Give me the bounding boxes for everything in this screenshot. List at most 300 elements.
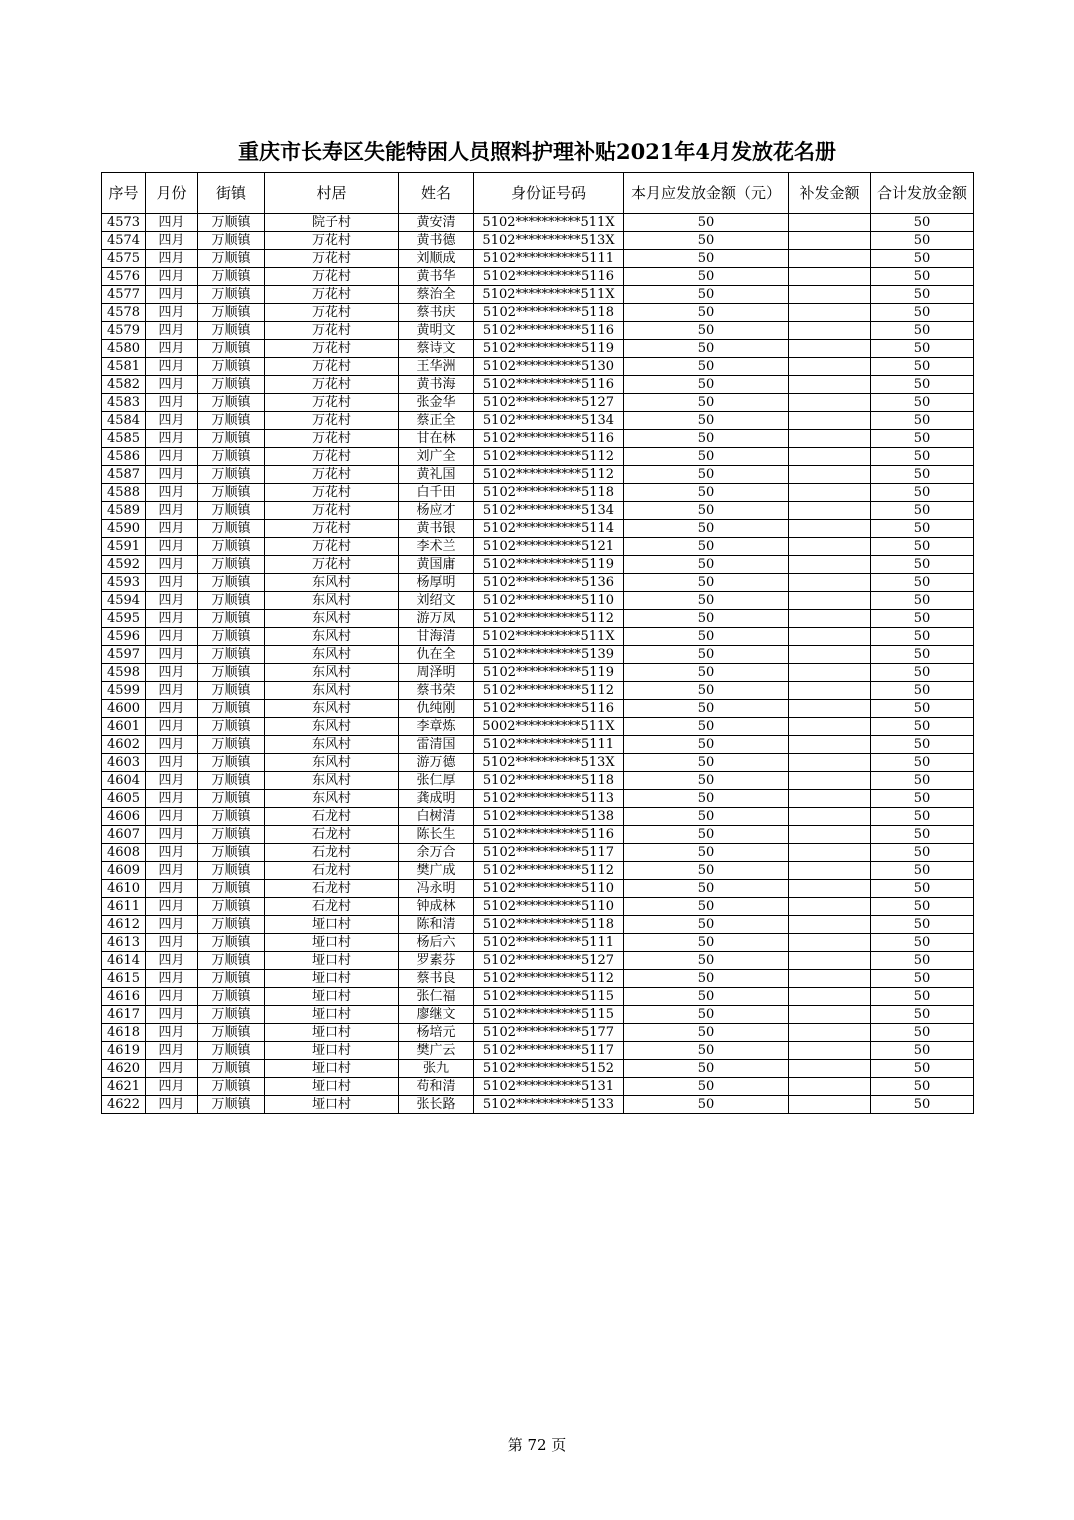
total-amount-cell: 50: [871, 268, 974, 286]
id-number-cell: 5102**********511X: [474, 628, 624, 646]
name-cell: 龚成明: [399, 790, 474, 808]
village-cell: 垭口村: [265, 1042, 399, 1060]
town-cell: 万顺镇: [198, 916, 265, 934]
village-cell: 东风村: [265, 700, 399, 718]
name-cell: 张金华: [399, 394, 474, 412]
name-cell: 冯永明: [399, 880, 474, 898]
seq-cell: 4616: [102, 988, 146, 1006]
town-cell: 万顺镇: [198, 1042, 265, 1060]
total-amount-cell: 50: [871, 790, 974, 808]
month-cell: 四月: [146, 430, 198, 448]
total-amount-cell: 50: [871, 394, 974, 412]
total-amount-cell: 50: [871, 718, 974, 736]
back-pay-cell: [789, 574, 871, 592]
village-cell: 石龙村: [265, 898, 399, 916]
id-number-cell: 5102**********5131: [474, 1078, 624, 1096]
monthly-amount-cell: 50: [624, 844, 789, 862]
name-cell: 樊广云: [399, 1042, 474, 1060]
village-cell: 万花村: [265, 322, 399, 340]
town-cell: 万顺镇: [198, 358, 265, 376]
table-row: [102, 430, 974, 448]
village-cell: 石龙村: [265, 844, 399, 862]
table-row: [102, 412, 974, 430]
name-cell: 雷清国: [399, 736, 474, 754]
seq-cell: 4587: [102, 466, 146, 484]
village-cell: 万花村: [265, 520, 399, 538]
back-pay-cell: [789, 1060, 871, 1078]
back-pay-cell: [789, 376, 871, 394]
month-cell: 四月: [146, 304, 198, 322]
monthly-amount-cell: 50: [624, 322, 789, 340]
monthly-amount-cell: 50: [624, 214, 789, 232]
back-pay-cell: [789, 394, 871, 412]
monthly-amount-cell: 50: [624, 736, 789, 754]
monthly-amount-cell: 50: [624, 484, 789, 502]
town-cell: 万顺镇: [198, 736, 265, 754]
table-header-row: [102, 173, 974, 214]
monthly-amount-cell: 50: [624, 1060, 789, 1078]
name-cell: 仇纯刚: [399, 700, 474, 718]
seq-cell: 4603: [102, 754, 146, 772]
month-cell: 四月: [146, 556, 198, 574]
monthly-amount-cell: 50: [624, 610, 789, 628]
month-cell: 四月: [146, 628, 198, 646]
header-name: 姓名: [399, 173, 474, 214]
id-number-cell: 5102**********5136: [474, 574, 624, 592]
back-pay-cell: [789, 790, 871, 808]
total-amount-cell: 50: [871, 1024, 974, 1042]
monthly-amount-cell: 50: [624, 574, 789, 592]
name-cell: 蔡书荣: [399, 682, 474, 700]
back-pay-cell: [789, 646, 871, 664]
name-cell: 黄安清: [399, 214, 474, 232]
id-number-cell: 5102**********5114: [474, 520, 624, 538]
monthly-amount-cell: 50: [624, 628, 789, 646]
village-cell: 垭口村: [265, 1006, 399, 1024]
month-cell: 四月: [146, 664, 198, 682]
id-number-cell: 5102**********5116: [474, 430, 624, 448]
id-number-cell: 5102**********5118: [474, 484, 624, 502]
seq-cell: 4609: [102, 862, 146, 880]
monthly-amount-cell: 50: [624, 1024, 789, 1042]
table-row: [102, 1006, 974, 1024]
month-cell: 四月: [146, 934, 198, 952]
name-cell: 张仁福: [399, 988, 474, 1006]
id-number-cell: 5002**********511X: [474, 718, 624, 736]
seq-cell: 4599: [102, 682, 146, 700]
total-amount-cell: 50: [871, 898, 974, 916]
name-cell: 钟成林: [399, 898, 474, 916]
id-number-cell: 5102**********5110: [474, 592, 624, 610]
seq-cell: 4584: [102, 412, 146, 430]
town-cell: 万顺镇: [198, 250, 265, 268]
name-cell: 白千田: [399, 484, 474, 502]
monthly-amount-cell: 50: [624, 430, 789, 448]
village-cell: 东风村: [265, 790, 399, 808]
table-row: [102, 952, 974, 970]
monthly-amount-cell: 50: [624, 340, 789, 358]
town-cell: 万顺镇: [198, 718, 265, 736]
seq-cell: 4592: [102, 556, 146, 574]
id-number-cell: 5102**********5115: [474, 988, 624, 1006]
id-number-cell: 5102**********513X: [474, 232, 624, 250]
village-cell: 东风村: [265, 664, 399, 682]
month-cell: 四月: [146, 1006, 198, 1024]
id-number-cell: 5102**********5116: [474, 268, 624, 286]
monthly-amount-cell: 50: [624, 970, 789, 988]
id-number-cell: 5102**********5127: [474, 394, 624, 412]
name-cell: 周泽明: [399, 664, 474, 682]
table-row: [102, 520, 974, 538]
back-pay-cell: [789, 502, 871, 520]
seq-cell: 4607: [102, 826, 146, 844]
total-amount-cell: 50: [871, 1078, 974, 1096]
seq-cell: 4590: [102, 520, 146, 538]
table-row: [102, 394, 974, 412]
name-cell: 白树清: [399, 808, 474, 826]
table-row: [102, 304, 974, 322]
table-row: [102, 1096, 974, 1114]
back-pay-cell: [789, 628, 871, 646]
header-town: 街镇: [198, 173, 265, 214]
seq-cell: 4574: [102, 232, 146, 250]
town-cell: 万顺镇: [198, 646, 265, 664]
village-cell: 万花村: [265, 358, 399, 376]
town-cell: 万顺镇: [198, 610, 265, 628]
village-cell: 东风村: [265, 736, 399, 754]
month-cell: 四月: [146, 700, 198, 718]
back-pay-cell: [789, 466, 871, 484]
town-cell: 万顺镇: [198, 1024, 265, 1042]
id-number-cell: 5102**********5121: [474, 538, 624, 556]
seq-cell: 4604: [102, 772, 146, 790]
month-cell: 四月: [146, 1042, 198, 1060]
name-cell: 刘绍文: [399, 592, 474, 610]
seq-cell: 4608: [102, 844, 146, 862]
month-cell: 四月: [146, 340, 198, 358]
back-pay-cell: [789, 610, 871, 628]
id-number-cell: 5102**********5134: [474, 412, 624, 430]
month-cell: 四月: [146, 412, 198, 430]
back-pay-cell: [789, 250, 871, 268]
total-amount-cell: 50: [871, 934, 974, 952]
month-cell: 四月: [146, 754, 198, 772]
total-amount-cell: 50: [871, 304, 974, 322]
total-amount-cell: 50: [871, 574, 974, 592]
header-monthly-amount: 本月应发放金额（元）: [624, 173, 789, 214]
roster-table: [101, 172, 974, 1114]
back-pay-cell: [789, 916, 871, 934]
seq-cell: 4573: [102, 214, 146, 232]
name-cell: 刘顺成: [399, 250, 474, 268]
monthly-amount-cell: 50: [624, 592, 789, 610]
table-row: [102, 772, 974, 790]
back-pay-cell: [789, 934, 871, 952]
name-cell: 李术兰: [399, 538, 474, 556]
id-number-cell: 5102**********5112: [474, 970, 624, 988]
name-cell: 杨厚明: [399, 574, 474, 592]
total-amount-cell: 50: [871, 250, 974, 268]
name-cell: 廖继文: [399, 1006, 474, 1024]
seq-cell: 4581: [102, 358, 146, 376]
back-pay-cell: [789, 520, 871, 538]
village-cell: 垭口村: [265, 1024, 399, 1042]
town-cell: 万顺镇: [198, 592, 265, 610]
seq-cell: 4611: [102, 898, 146, 916]
monthly-amount-cell: 50: [624, 808, 789, 826]
table-row: [102, 988, 974, 1006]
table-row: [102, 1060, 974, 1078]
back-pay-cell: [789, 700, 871, 718]
back-pay-cell: [789, 1096, 871, 1114]
total-amount-cell: 50: [871, 862, 974, 880]
town-cell: 万顺镇: [198, 934, 265, 952]
monthly-amount-cell: 50: [624, 286, 789, 304]
monthly-amount-cell: 50: [624, 358, 789, 376]
village-cell: 石龙村: [265, 826, 399, 844]
total-amount-cell: 50: [871, 682, 974, 700]
village-cell: 石龙村: [265, 808, 399, 826]
seq-cell: 4602: [102, 736, 146, 754]
back-pay-cell: [789, 556, 871, 574]
total-amount-cell: 50: [871, 214, 974, 232]
total-amount-cell: 50: [871, 466, 974, 484]
header-back-pay: 补发金额: [789, 173, 871, 214]
village-cell: 东风村: [265, 646, 399, 664]
village-cell: 万花村: [265, 394, 399, 412]
id-number-cell: 5102**********5111: [474, 250, 624, 268]
town-cell: 万顺镇: [198, 970, 265, 988]
village-cell: 东风村: [265, 574, 399, 592]
total-amount-cell: 50: [871, 538, 974, 556]
seq-cell: 4593: [102, 574, 146, 592]
month-cell: 四月: [146, 826, 198, 844]
id-number-cell: 5102**********5111: [474, 736, 624, 754]
month-cell: 四月: [146, 358, 198, 376]
back-pay-cell: [789, 736, 871, 754]
name-cell: 黄书银: [399, 520, 474, 538]
name-cell: 罗素芬: [399, 952, 474, 970]
monthly-amount-cell: 50: [624, 502, 789, 520]
back-pay-cell: [789, 232, 871, 250]
back-pay-cell: [789, 826, 871, 844]
month-cell: 四月: [146, 808, 198, 826]
back-pay-cell: [789, 448, 871, 466]
village-cell: 万花村: [265, 484, 399, 502]
month-cell: 四月: [146, 1078, 198, 1096]
monthly-amount-cell: 50: [624, 556, 789, 574]
table-row: [102, 736, 974, 754]
name-cell: 蔡治全: [399, 286, 474, 304]
seq-cell: 4619: [102, 1042, 146, 1060]
total-amount-cell: 50: [871, 628, 974, 646]
town-cell: 万顺镇: [198, 214, 265, 232]
name-cell: 杨应才: [399, 502, 474, 520]
town-cell: 万顺镇: [198, 808, 265, 826]
monthly-amount-cell: 50: [624, 1078, 789, 1096]
id-number-cell: 5102**********5152: [474, 1060, 624, 1078]
total-amount-cell: 50: [871, 754, 974, 772]
seq-cell: 4588: [102, 484, 146, 502]
seq-cell: 4580: [102, 340, 146, 358]
id-number-cell: 5102**********5127: [474, 952, 624, 970]
village-cell: 垭口村: [265, 916, 399, 934]
seq-cell: 4613: [102, 934, 146, 952]
table-row: [102, 250, 974, 268]
total-amount-cell: 50: [871, 412, 974, 430]
monthly-amount-cell: 50: [624, 772, 789, 790]
back-pay-cell: [789, 1078, 871, 1096]
total-amount-cell: 50: [871, 736, 974, 754]
table-row: [102, 214, 974, 232]
table-row: [102, 1024, 974, 1042]
town-cell: 万顺镇: [198, 268, 265, 286]
page-title: 重庆市长寿区失能特困人员照料护理补贴2021年4月发放花名册: [237, 139, 837, 164]
seq-cell: 4615: [102, 970, 146, 988]
seq-cell: 4612: [102, 916, 146, 934]
back-pay-cell: [789, 880, 871, 898]
month-cell: 四月: [146, 988, 198, 1006]
monthly-amount-cell: 50: [624, 898, 789, 916]
town-cell: 万顺镇: [198, 754, 265, 772]
village-cell: 东风村: [265, 610, 399, 628]
seq-cell: 4583: [102, 394, 146, 412]
table-row: [102, 322, 974, 340]
town-cell: 万顺镇: [198, 502, 265, 520]
back-pay-cell: [789, 952, 871, 970]
village-cell: 万花村: [265, 538, 399, 556]
month-cell: 四月: [146, 880, 198, 898]
id-number-cell: 5102**********5110: [474, 880, 624, 898]
month-cell: 四月: [146, 484, 198, 502]
monthly-amount-cell: 50: [624, 646, 789, 664]
seq-cell: 4614: [102, 952, 146, 970]
monthly-amount-cell: 50: [624, 862, 789, 880]
seq-cell: 4600: [102, 700, 146, 718]
total-amount-cell: 50: [871, 556, 974, 574]
table-row: [102, 358, 974, 376]
back-pay-cell: [789, 322, 871, 340]
month-cell: 四月: [146, 250, 198, 268]
name-cell: 黄书华: [399, 268, 474, 286]
month-cell: 四月: [146, 862, 198, 880]
table-row: [102, 448, 974, 466]
monthly-amount-cell: 50: [624, 376, 789, 394]
town-cell: 万顺镇: [198, 898, 265, 916]
name-cell: 苟和清: [399, 1078, 474, 1096]
village-cell: 万花村: [265, 376, 399, 394]
id-number-cell: 5102**********5177: [474, 1024, 624, 1042]
name-cell: 张九: [399, 1060, 474, 1078]
town-cell: 万顺镇: [198, 448, 265, 466]
id-number-cell: 5102**********5112: [474, 466, 624, 484]
table-row: [102, 646, 974, 664]
back-pay-cell: [789, 1042, 871, 1060]
back-pay-cell: [789, 304, 871, 322]
total-amount-cell: 50: [871, 520, 974, 538]
village-cell: 东风村: [265, 628, 399, 646]
back-pay-cell: [789, 682, 871, 700]
id-number-cell: 5102**********5117: [474, 1042, 624, 1060]
town-cell: 万顺镇: [198, 484, 265, 502]
name-cell: 杨后六: [399, 934, 474, 952]
name-cell: 甘海清: [399, 628, 474, 646]
month-cell: 四月: [146, 610, 198, 628]
name-cell: 蔡书良: [399, 970, 474, 988]
total-amount-cell: 50: [871, 448, 974, 466]
id-number-cell: 5102**********5138: [474, 808, 624, 826]
header-total-amount: 合计发放金额: [871, 173, 974, 214]
back-pay-cell: [789, 412, 871, 430]
table-row: [102, 880, 974, 898]
town-cell: 万顺镇: [198, 286, 265, 304]
seq-cell: 4610: [102, 880, 146, 898]
village-cell: 石龙村: [265, 862, 399, 880]
table-row: [102, 592, 974, 610]
seq-cell: 4576: [102, 268, 146, 286]
total-amount-cell: 50: [871, 1060, 974, 1078]
monthly-amount-cell: 50: [624, 466, 789, 484]
month-cell: 四月: [146, 322, 198, 340]
monthly-amount-cell: 50: [624, 538, 789, 556]
month-cell: 四月: [146, 268, 198, 286]
total-amount-cell: 50: [871, 826, 974, 844]
village-cell: 石龙村: [265, 880, 399, 898]
total-amount-cell: 50: [871, 952, 974, 970]
total-amount-cell: 50: [871, 502, 974, 520]
total-amount-cell: 50: [871, 970, 974, 988]
total-amount-cell: 50: [871, 700, 974, 718]
monthly-amount-cell: 50: [624, 664, 789, 682]
name-cell: 刘广全: [399, 448, 474, 466]
total-amount-cell: 50: [871, 592, 974, 610]
id-number-cell: 5102**********513X: [474, 754, 624, 772]
id-number-cell: 5102**********5119: [474, 340, 624, 358]
month-cell: 四月: [146, 448, 198, 466]
town-cell: 万顺镇: [198, 430, 265, 448]
table-row: [102, 484, 974, 502]
table-row: [102, 862, 974, 880]
monthly-amount-cell: 50: [624, 790, 789, 808]
id-number-cell: 5102**********5119: [474, 556, 624, 574]
village-cell: 垭口村: [265, 934, 399, 952]
month-cell: 四月: [146, 736, 198, 754]
village-cell: 万花村: [265, 268, 399, 286]
total-amount-cell: 50: [871, 286, 974, 304]
monthly-amount-cell: 50: [624, 232, 789, 250]
table-row: [102, 1042, 974, 1060]
town-cell: 万顺镇: [198, 880, 265, 898]
table-row: [102, 700, 974, 718]
id-number-cell: 5102**********511X: [474, 286, 624, 304]
table-row: [102, 538, 974, 556]
table-row: [102, 970, 974, 988]
table-row: [102, 466, 974, 484]
village-cell: 万花村: [265, 430, 399, 448]
table-row: [102, 340, 974, 358]
name-cell: 余万合: [399, 844, 474, 862]
seq-cell: 4582: [102, 376, 146, 394]
month-cell: 四月: [146, 394, 198, 412]
total-amount-cell: 50: [871, 232, 974, 250]
town-cell: 万顺镇: [198, 628, 265, 646]
month-cell: 四月: [146, 952, 198, 970]
town-cell: 万顺镇: [198, 376, 265, 394]
name-cell: 蔡正全: [399, 412, 474, 430]
back-pay-cell: [789, 970, 871, 988]
town-cell: 万顺镇: [198, 322, 265, 340]
month-cell: 四月: [146, 682, 198, 700]
